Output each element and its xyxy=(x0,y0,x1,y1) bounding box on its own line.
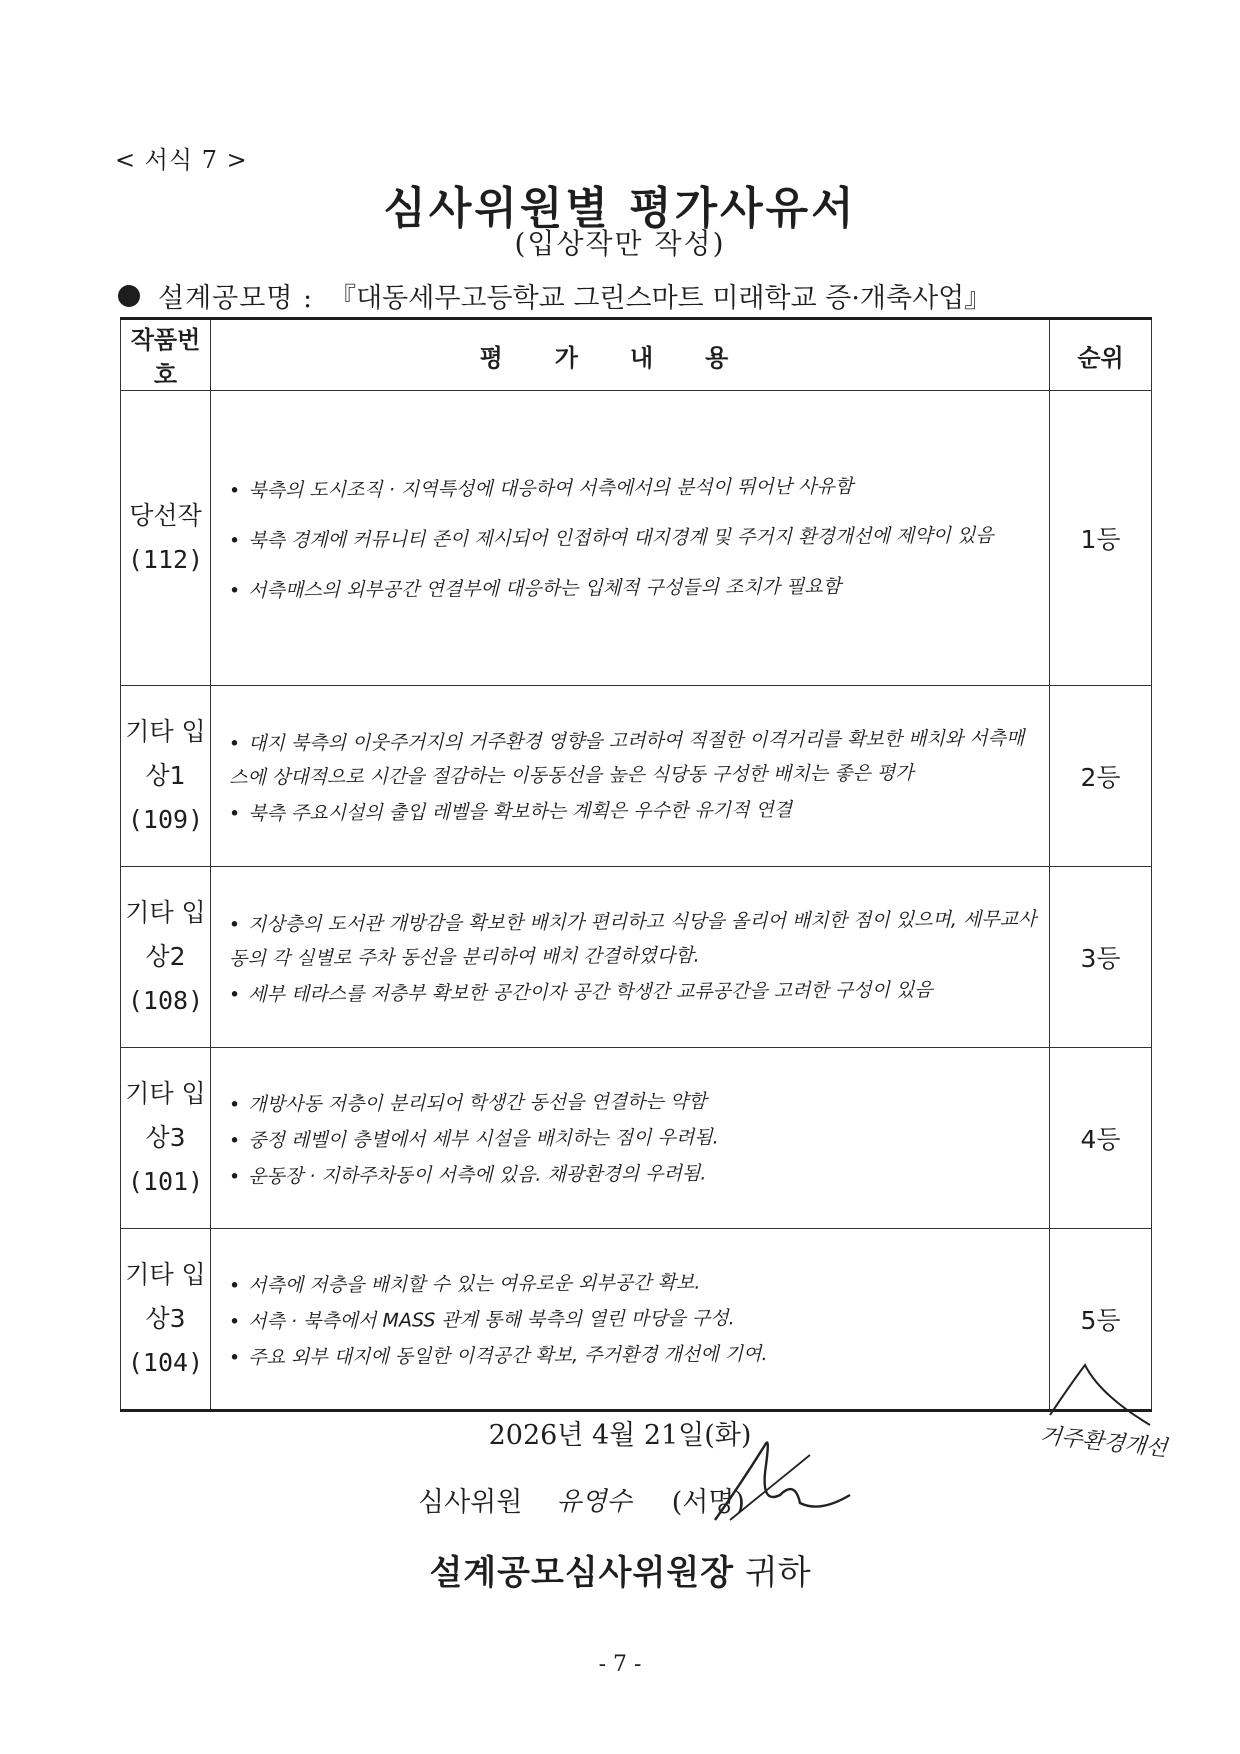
table-row xyxy=(121,1229,1152,1411)
signer-role: 심사위원 xyxy=(418,1487,523,1518)
work-number: (108) xyxy=(127,986,204,1015)
handwritten-comment: • 주요 외부 대지에 동일한 이격공간 확보, 주거환경 개선에 기여. xyxy=(229,1335,1039,1375)
handwritten-comment: • 개방사동 저층이 분리되어 학생간 동선을 연결하는 약함 xyxy=(229,1082,1039,1122)
work-label: 기타 입상3 xyxy=(125,1260,206,1333)
evaluation-table xyxy=(120,317,1152,1412)
evaluation-cell xyxy=(211,686,1050,867)
table-row xyxy=(121,1048,1152,1229)
handwritten-comment: • 서측매스의 외부공간 연결부에 대응하는 입체적 구성들의 조치가 필요함 xyxy=(229,565,1039,611)
work-number: (112) xyxy=(127,545,204,574)
handwritten-comment: • 북측의 도시조직 · 지역특성에 대응하여 서측에서의 분석이 뛰어난 사유함 xyxy=(229,465,1039,511)
form-label: < 서식 7 > xyxy=(115,146,248,174)
header-rank: 순위 xyxy=(1050,319,1152,391)
rank-cell: 2등 xyxy=(1050,686,1152,867)
bullet-dot-icon xyxy=(118,285,140,307)
seal-label: (서명) xyxy=(671,1487,745,1518)
work-number: (109) xyxy=(127,805,204,834)
work-label: 기타 입상1 xyxy=(125,717,206,790)
signature-icon xyxy=(700,1425,880,1535)
project-name: 『대동세무고등학교 그린스마트 미래학교 증·개축사업』 xyxy=(329,283,992,314)
signature-line xyxy=(418,1480,745,1519)
table-header-row xyxy=(121,319,1152,391)
work-number: (101) xyxy=(127,1167,204,1196)
margin-note: 거주환경개선 xyxy=(1038,1423,1169,1462)
handwritten-comment: • 북측 경계에 커뮤니티 존이 제시되어 인접하여 대지경계 및 주거지 환경개선에 제약이 있음 xyxy=(229,515,1039,561)
work-id-cell xyxy=(121,1048,211,1229)
work-number: (104) xyxy=(127,1348,204,1377)
work-id-cell xyxy=(121,867,211,1048)
evaluation-cell xyxy=(211,867,1050,1048)
document-subtitle: (입상작만 작성) xyxy=(514,227,726,260)
work-id-cell xyxy=(121,686,211,867)
rank-cell: 5등 xyxy=(1050,1229,1152,1411)
work-label: 기타 입상2 xyxy=(125,898,206,971)
document-date: 2026년 4월 21일(화) xyxy=(488,1420,752,1451)
project-label: 설계공모명 : xyxy=(158,283,314,314)
handwritten-comment: • 운동장 · 지하주차동이 서측에 있음. 채광환경의 우려됨. xyxy=(229,1154,1039,1194)
addressee-suffix: 귀하 xyxy=(744,1553,811,1593)
project-line xyxy=(118,276,991,315)
evaluation-cell xyxy=(211,391,1050,686)
handwritten-comment: • 중정 레벨이 층별에서 세부 시설을 배치하는 점이 우려됨. xyxy=(229,1118,1039,1158)
rank-cell: 4등 xyxy=(1050,1048,1152,1229)
handwritten-comment: • 대지 북측의 이웃주거지의 거주환경 영향을 고려하여 적절한 이격거리를 확보한 배치와 서측매스에 상대적으로 시간을 절감하는 이동동선을 높은 식당동 구성한 배치는 좋은 평가 xyxy=(229,721,1039,795)
work-id-cell xyxy=(121,391,211,686)
evaluation-cell xyxy=(211,1048,1050,1229)
signer-name: 유영수 xyxy=(556,1487,632,1517)
document-title: 심사위원별 평가사유서 xyxy=(383,183,857,234)
addressee xyxy=(0,1545,1240,1594)
handwritten-comment: • 서측에 저층을 배치할 수 있는 여유로운 외부공간 확보. xyxy=(229,1263,1039,1303)
work-label: 당선작 xyxy=(129,501,202,530)
header-work-number: 작품번호 xyxy=(121,319,211,391)
rank-cell: 3등 xyxy=(1050,867,1152,1048)
handwritten-comment: • 세부 테라스를 저층부 확보한 공간이자 공간 학생간 교류공간을 고려한 구성이 있음 xyxy=(229,972,1039,1012)
table-row xyxy=(121,867,1152,1048)
work-label: 기타 입상3 xyxy=(125,1079,206,1152)
table-row xyxy=(121,686,1152,867)
header-evaluation-content: 평가내용 xyxy=(211,319,1050,391)
addressee-title: 설계공모심사위원장 xyxy=(429,1553,735,1593)
page-number: - 7 - xyxy=(598,1652,642,1677)
handwritten-comment: • 서측 · 북측에서 MASS 관계 통해 북측의 열린 마당을 구성. xyxy=(229,1299,1039,1339)
work-id-cell xyxy=(121,1229,211,1411)
handwritten-comment: • 지상층의 도서관 개방감을 확보한 배치가 편리하고 식당을 올리어 배치한 점이 있으며, 세무교사동의 각 실별로 주차 동선을 분리하여 배치 간결하였다함. xyxy=(229,902,1039,976)
table-row xyxy=(121,391,1152,686)
rank-cell: 1등 xyxy=(1050,391,1152,686)
handwritten-comment: • 북측 주요시설의 출입 레벨을 확보하는 계획은 우수한 유기적 연결 xyxy=(229,791,1039,831)
evaluation-cell xyxy=(211,1229,1050,1411)
